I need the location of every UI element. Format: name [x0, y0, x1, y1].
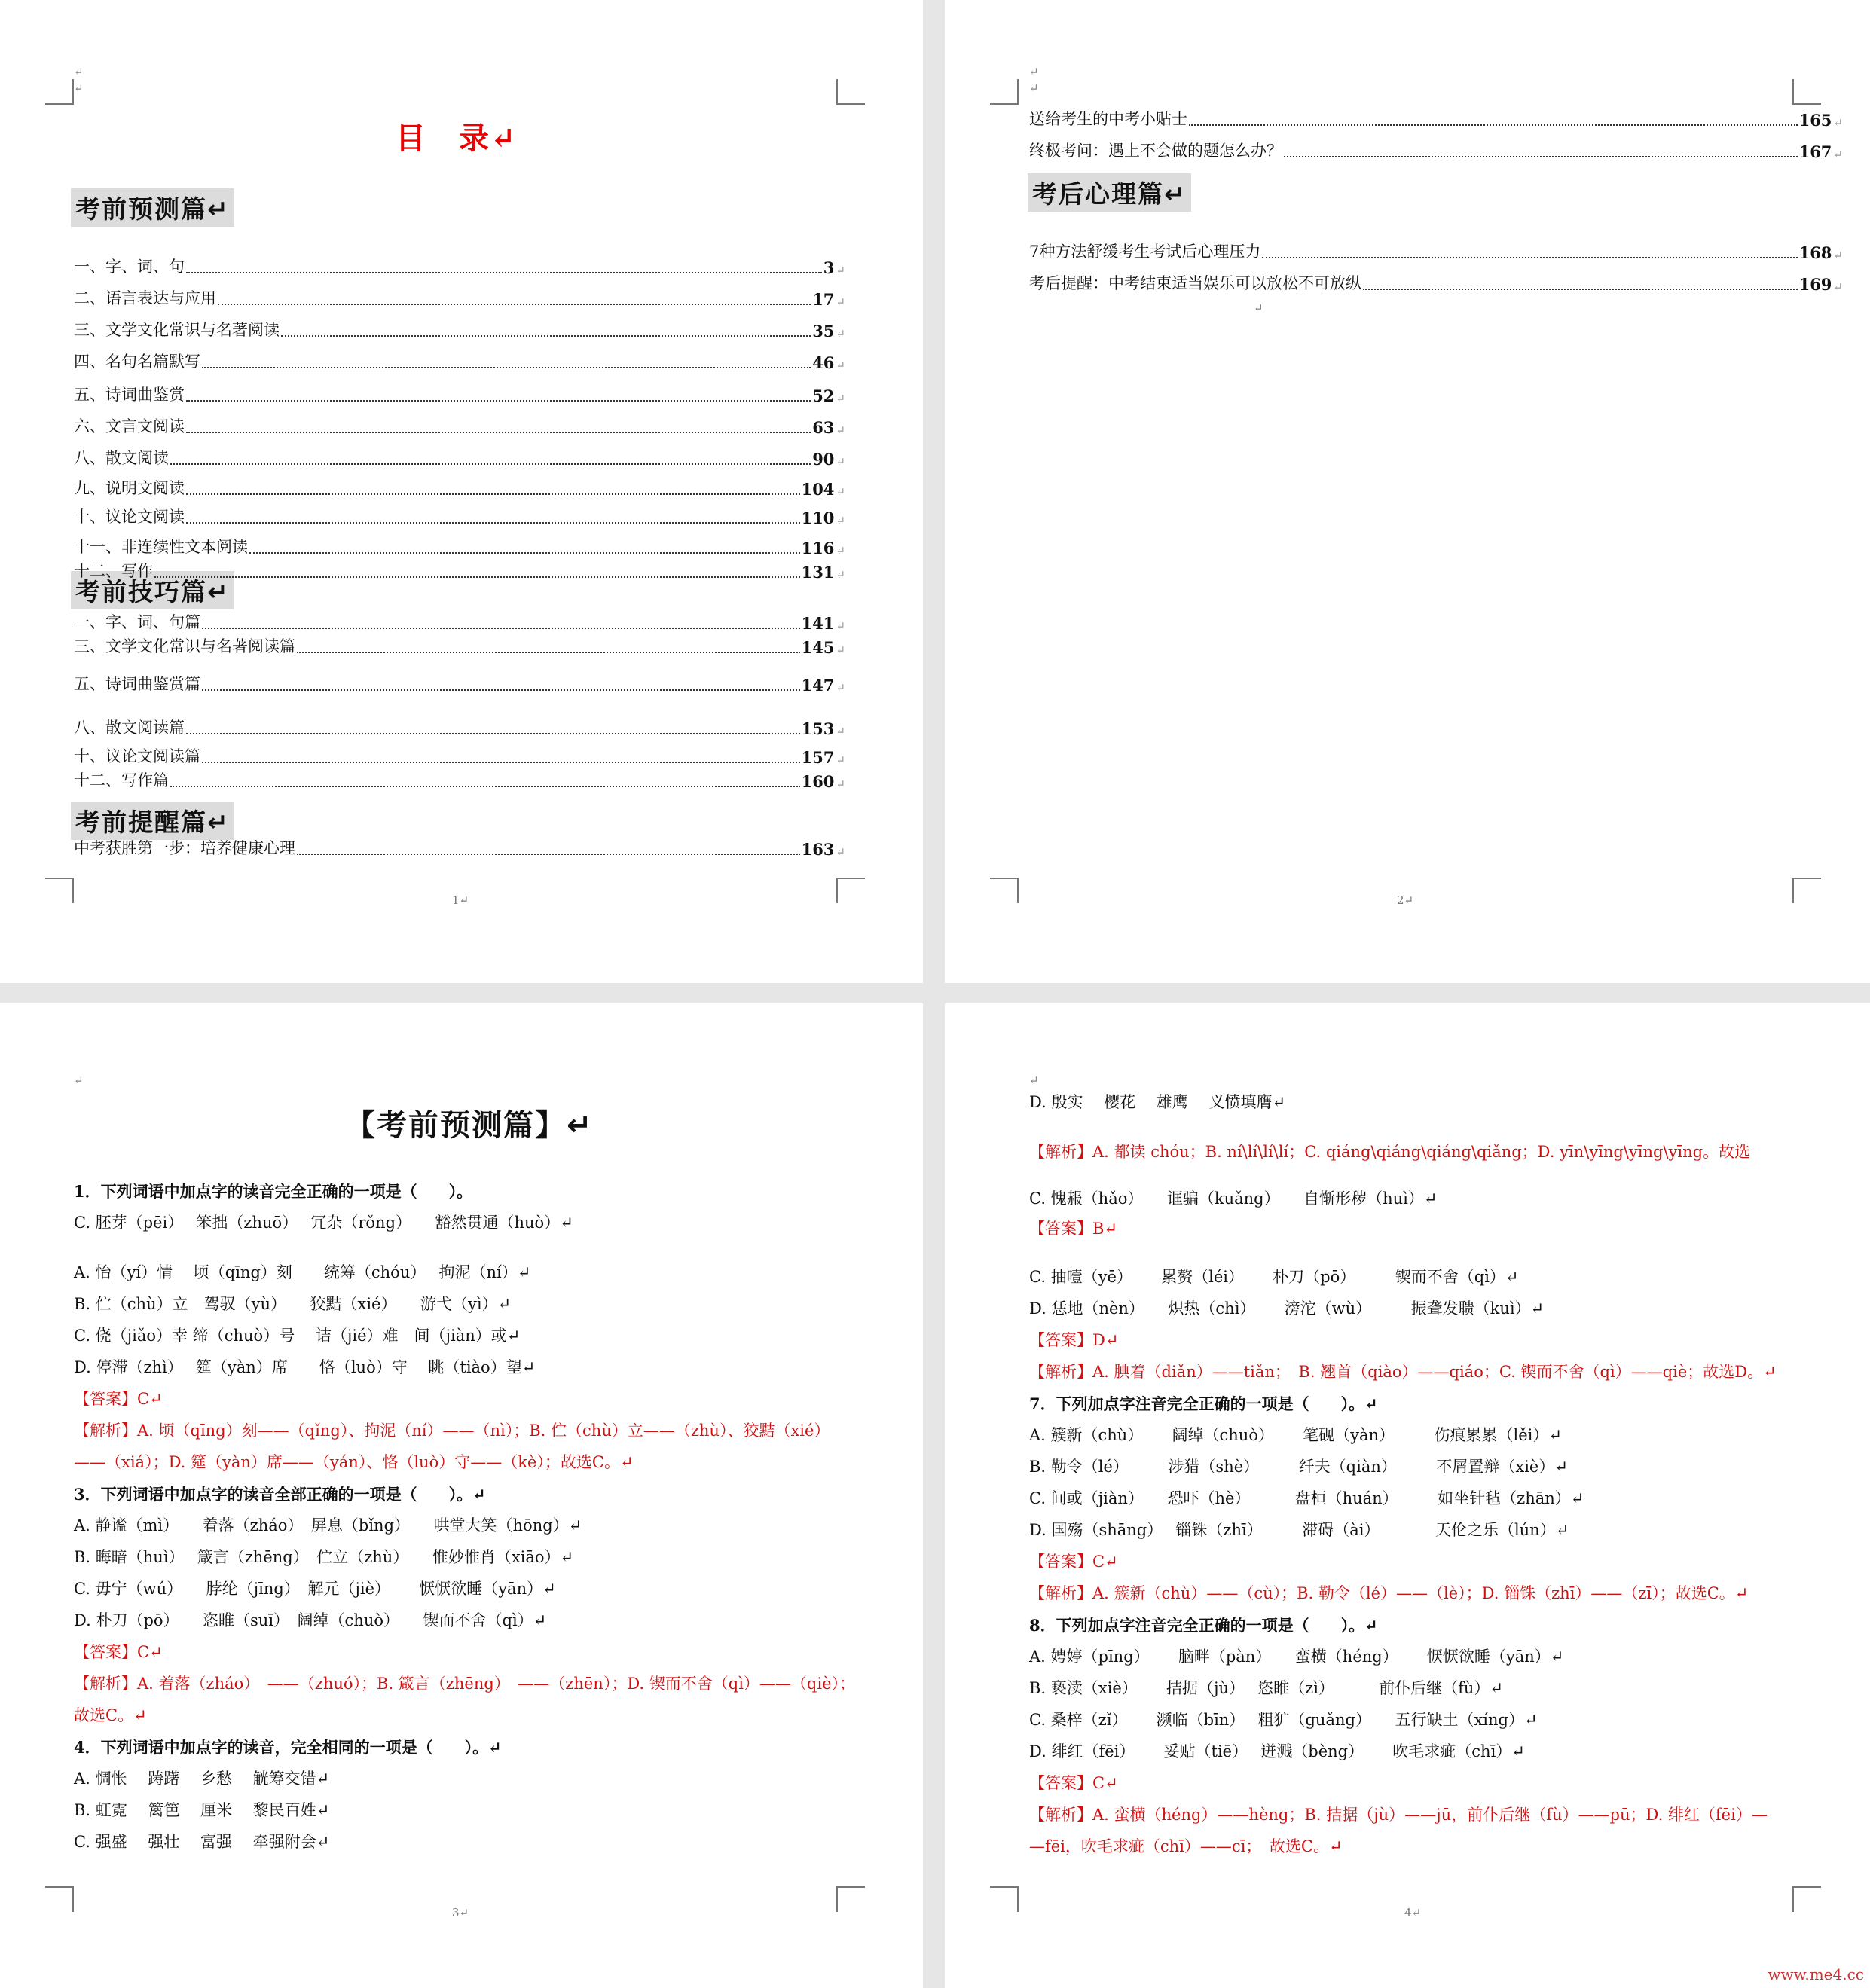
question-line: 3．下列词语中加点字的读音全部正确的一项是（ ）。↵ — [74, 1485, 486, 1504]
paragraph-mark: ↵ — [1029, 1073, 1039, 1087]
toc-page-number: 46 — [812, 353, 835, 372]
crop-mark — [836, 1886, 865, 1912]
toc-leader — [281, 335, 811, 337]
answer-line: 故选C。↵ — [74, 1706, 147, 1724]
paragraph-mark: ↵ — [836, 423, 845, 437]
toc-entry[interactable] — [74, 286, 845, 309]
paragraph-mark: ↵ — [1254, 301, 1263, 315]
question-line: 7．下列加点字注音完全正确的一项是（ ）。↵ — [1029, 1394, 1378, 1413]
toc-page-number: 157 — [801, 748, 835, 767]
page-number: 2↵ — [1397, 893, 1414, 907]
paragraph-mark: ↵ — [836, 753, 845, 767]
question-line: A. 静谧（mì） 着落（zháo） 屏息（bǐng） 哄堂大笑（hōng）↵ — [74, 1516, 582, 1535]
question-line: B. 伫（chù）立 驾驭（yù） 狡黠（xié） 游弋（yì）↵ — [74, 1295, 512, 1313]
paragraph-mark: ↵ — [74, 81, 84, 95]
paragraph-mark: ↵ — [836, 725, 845, 738]
question-line: A. 怡（yí）情 顷（qīng）刻 统筹（chóu） 拘泥（ní）↵ — [74, 1263, 531, 1281]
toc-entry[interactable] — [74, 350, 845, 372]
toc-page-number: 110 — [801, 508, 835, 527]
toc-entry-title: 一、字、词、句篇 — [74, 613, 200, 631]
paragraph-mark: ↵ — [836, 619, 845, 633]
toc-page-number: 116 — [801, 539, 835, 557]
toc-leader — [186, 432, 811, 433]
toc-entry-title: 三、文学文化常识与名著阅读篇 — [74, 637, 295, 655]
toc-entry[interactable] — [74, 768, 845, 791]
answer-line: 【解析】A. 着落（zháo） ——（zhuó）；B. 箴言（zhēng） ——（zhēn）；D. 锲而不舍（qì）——（qiè）； — [74, 1675, 856, 1693]
answer-line: 【答案】B↵ — [1029, 1220, 1118, 1238]
paragraph-mark: ↵ — [1029, 65, 1039, 78]
toc-entry-title: 一、字、词、句 — [74, 258, 185, 276]
page-number: 3↵ — [452, 1906, 469, 1919]
toc-entry[interactable]: 考后提醒：中考结束适当娱乐可以放松不可放纵 169 ↵ — [1029, 274, 1843, 294]
toc-entry-title: 五、诗词曲鉴赏 — [74, 386, 185, 404]
paragraph-mark: ↵ — [836, 544, 845, 557]
toc-leader — [202, 367, 811, 368]
question-line: D. 国殇（shāng） 锱铢（zhī） 滞碍（ài） 天伦之乐（lún）↵ — [1029, 1521, 1569, 1539]
question-line: D. 殷实 樱花 雄鹰 义愤填膺↵ — [1029, 1093, 1286, 1111]
toc-entry[interactable] — [74, 414, 845, 437]
toc-entry-title: 九、说明文阅读 — [74, 479, 185, 497]
toc-entry[interactable]: 7种方法舒缓考生考试后心理压力 168 ↵ — [1029, 243, 1843, 262]
toc-leader — [186, 493, 800, 495]
page-number: 4↵ — [1404, 1906, 1422, 1919]
toc-page-number: 52 — [812, 386, 835, 405]
toc-entry-title: 四、名句名篇默写 — [74, 353, 200, 371]
question-line: C. 桑梓（zǐ） 濒临（bīn） 粗犷（guǎng） 五行缺土（xíng）↵ — [1029, 1711, 1538, 1729]
crop-mark — [1792, 1886, 1821, 1912]
section-heading-skills: 考前技巧篇↵ — [71, 571, 234, 609]
toc-page-number: 35 — [812, 322, 835, 340]
toc-leader — [170, 463, 811, 465]
toc-page-number: 153 — [801, 719, 835, 738]
crop-mark — [1792, 878, 1821, 903]
toc-entry[interactable] — [74, 744, 845, 767]
question-line: C. 间或（jiàn） 恐吓（hè） 盘桓（huán） 如坐针毡（zhān）↵ — [1029, 1489, 1584, 1507]
crop-mark — [45, 79, 74, 105]
question-line: 1．下列词语中加点字的读音完全正确的一项是（ ）。 — [74, 1182, 473, 1201]
toc-entry-title: 十、议论文阅读篇 — [74, 747, 200, 765]
crop-mark — [45, 1886, 74, 1912]
toc-entry-title: 二、语言表达与应用 — [74, 289, 216, 307]
question-line: D. 绯红（fēi） 妥贴（tiē） 迸溅（bèng） 吹毛求疵（chī）↵ — [1029, 1742, 1525, 1760]
toc-entry-title: 八、散文阅读 — [74, 449, 169, 467]
paragraph-mark: ↵ — [836, 777, 845, 791]
toc-page-number: 141 — [801, 614, 835, 633]
toc-entry[interactable] — [74, 505, 845, 527]
question-line: 4．下列词语中加点字的读音，完全相同的一项是（ ）。↵ — [74, 1738, 502, 1757]
crop-mark — [990, 79, 1019, 105]
question-line: 8．下列加点字注音完全正确的一项是（ ）。↵ — [1029, 1616, 1378, 1635]
page-number: 1↵ — [452, 893, 469, 907]
question-line: B. 虹霓 篱笆 厘米 黎民百姓↵ — [74, 1801, 330, 1819]
toc-page-number: 131 — [801, 563, 835, 582]
question-line: C. 毋宁（wú） 脖纶（jīng） 解元（jiè） 恹恹欲睡（yān）↵ — [74, 1580, 556, 1598]
toc-title: 目 录↵ — [396, 121, 518, 156]
toc-entry-title: 八、散文阅读篇 — [74, 719, 185, 737]
crop-mark — [1792, 79, 1821, 105]
page-heading: 【考前预测篇】↵ — [345, 1108, 594, 1143]
toc-page-number: 3 — [823, 258, 835, 277]
answer-line: 【解析】A. 都读 chóu；B. ní\lí\lí\lí；C. qiáng\qiáng\qiáng\qiǎng；D. yīn\yīng\yīng\yīng。故选 — [1029, 1143, 1751, 1161]
question-line: B. 勒令（lé） 涉猎（shè） 纤夫（qiàn） 不屑置辩（xiè）↵ — [1029, 1458, 1568, 1476]
toc-page-number: 104 — [801, 480, 835, 499]
toc-leader — [202, 762, 800, 763]
question-line: A. 簇新（chù） 阔绰（chuò） 笔砚（yàn） 伤痕累累（lěi）↵ — [1029, 1426, 1562, 1444]
toc-entry-title: 十二、写作 — [74, 562, 153, 580]
crop-mark — [836, 878, 865, 903]
answer-line: 【解析】A. 簇新（chù）——（cù）；B. 勒令（lé）——（lè）；D. 锱铢（zhī）——（zī）；故选C。↵ — [1029, 1584, 1749, 1602]
answer-line: 【答案】C↵ — [1029, 1774, 1118, 1792]
section-heading-after-exam: 考后心理篇↵ — [1028, 173, 1191, 212]
toc-leader — [249, 552, 800, 554]
paragraph-mark: ↵ — [836, 845, 845, 859]
toc-leader — [202, 689, 800, 691]
toc-entry[interactable] — [74, 318, 845, 340]
document-page-4 — [945, 1003, 1870, 1988]
toc-entry[interactable] — [74, 634, 845, 657]
section-heading-reminder: 考前提醒篇↵ — [71, 802, 234, 840]
toc-leader — [186, 522, 800, 524]
crop-mark — [836, 79, 865, 105]
answer-line: 【答案】C↵ — [74, 1390, 163, 1408]
question-line: A. 娉婷（pīng） 脑畔（pàn） 蛮横（héng） 恹恹欲睡（yān）↵ — [1029, 1648, 1564, 1666]
toc-entry[interactable] — [74, 446, 845, 469]
question-line: B. 亵渎（xiè） 拮据（jù） 恣睢（zì） 前仆后继（fù）↵ — [1029, 1679, 1504, 1697]
question-line: C. 抽噎（yē） 累赘（léi） 朴刀（pō） 锲而不舍（qì）↵ — [1029, 1268, 1519, 1286]
paragraph-mark: ↵ — [836, 681, 845, 695]
paragraph-mark: ↵ — [836, 568, 845, 582]
paragraph-mark: ↵ — [836, 359, 845, 372]
answer-line: 【解析】A. 顷（qīng）刻——（qǐng）、拘泥（ní）——（nì）；B. 伫（chù）立——（zhù）、狡黠（xié） — [74, 1422, 830, 1440]
toc-page-number: 63 — [812, 418, 835, 437]
toc-entry[interactable] — [74, 383, 845, 405]
paragraph-mark: ↵ — [836, 514, 845, 527]
toc-entry[interactable] — [74, 476, 845, 499]
question-line: C. 强盛 强壮 富强 牵强附会↵ — [74, 1833, 330, 1851]
toc-entry[interactable] — [74, 836, 845, 859]
crop-mark — [45, 878, 74, 903]
toc-entry[interactable]: 送给考生的中考小贴士 165 ↵ — [1029, 110, 1843, 130]
toc-page-number: 17 — [812, 290, 835, 309]
toc-leader — [170, 786, 800, 787]
crop-mark — [990, 878, 1019, 903]
toc-leader — [186, 272, 822, 273]
toc-page-number: 160 — [801, 772, 835, 791]
toc-page-number: 145 — [801, 638, 835, 657]
paragraph-mark: ↵ — [836, 392, 845, 405]
toc-entry[interactable]: 终极考问：遇上不会做的题怎么办？ 167 ↵ — [1029, 142, 1843, 161]
paragraph-mark: ↵ — [836, 327, 845, 340]
paragraph-mark: ↵ — [836, 264, 845, 277]
paragraph-mark: ↵ — [836, 455, 845, 469]
answer-line: 【答案】C↵ — [1029, 1553, 1118, 1571]
toc-entry[interactable] — [74, 255, 845, 277]
toc-entry[interactable] — [74, 672, 845, 695]
question-line: C. 侥（jiǎo）幸 缔（chuò）号 诘（jié）难 间（jiàn）或↵ — [74, 1327, 521, 1345]
toc-page-number: 147 — [801, 676, 835, 695]
answer-line: 【答案】C↵ — [74, 1643, 163, 1661]
toc-leader — [186, 733, 800, 734]
toc-entry-title: 三、文学文化常识与名著阅读 — [74, 321, 280, 339]
question-line: C. 胚芽（pēi） 笨拙（zhuō） 冗杂（rǒng） 豁然贯通（huò）↵ — [74, 1214, 573, 1232]
paragraph-mark: ↵ — [836, 295, 845, 309]
question-line: D. 恁地（nèn） 炽热（chì） 滂沱（wù） 振聋发聩（kuì）↵ — [1029, 1299, 1545, 1318]
paragraph-mark: ↵ — [836, 643, 845, 657]
toc-entry[interactable] — [74, 535, 845, 557]
question-line: B. 晦暗（huì） 箴言（zhēng） 伫立（zhù） 惟妙惟肖（xiāo）↵ — [74, 1548, 574, 1566]
toc-leader — [297, 854, 800, 855]
toc-entry-title: 十一、非连续性文本阅读 — [74, 538, 248, 556]
document-page-2 — [945, 0, 1870, 983]
toc-leader — [186, 400, 811, 402]
question-line: A. 惆怅 踌躇 乡愁 觥筹交错↵ — [74, 1770, 330, 1788]
answer-line: ——（xiá）；D. 筵（yàn）席——（yán）、恪（luò）守——（kè）；故选C。↵ — [74, 1453, 634, 1471]
answer-line: 【解析】A. 腆着（diǎn）——tiǎn； B. 翘首（qiào）——qiáo；C. 锲而不舍（qì）——qiè；故选D。↵ — [1029, 1363, 1777, 1381]
question-line: C. 愧赧（hǎo） 诓骗（kuǎng） 自惭形秽（huì）↵ — [1029, 1189, 1438, 1208]
toc-leader — [297, 652, 800, 653]
document-page-1 — [0, 0, 923, 983]
toc-entry-title: 五、诗词曲鉴赏篇 — [74, 675, 200, 693]
paragraph-mark: ↵ — [74, 1073, 84, 1087]
toc-leader — [154, 576, 800, 578]
section-heading-forecast: 考前预测篇↵ — [71, 188, 234, 227]
toc-page-number: 90 — [812, 450, 835, 469]
question-line: D. 朴刀（pō） 恣睢（suī） 阔绰（chuò） 锲而不舍（qì）↵ — [74, 1611, 547, 1629]
answer-line: —fēi，吹毛求疵（chī）——cī； 故选C。↵ — [1029, 1837, 1343, 1855]
paragraph-mark: ↵ — [74, 65, 84, 78]
toc-entry[interactable] — [74, 559, 845, 582]
paragraph-mark: ↵ — [836, 485, 845, 499]
toc-entry-title: 十、议论文阅读 — [74, 508, 185, 526]
toc-entry[interactable] — [74, 716, 845, 738]
toc-leader — [218, 304, 811, 305]
toc-entry[interactable] — [74, 610, 845, 633]
toc-entry-title: 十二、写作篇 — [74, 771, 169, 789]
toc-page-number: 163 — [801, 840, 835, 859]
question-line: D. 停滞（zhì） 筵（yàn）席 恪（luò）守 眺（tiào）望↵ — [74, 1358, 536, 1376]
toc-entry-title: 中考获胜第一步：培养健康心理 — [74, 839, 295, 857]
document-page-3 — [0, 1003, 923, 1988]
paragraph-mark: ↵ — [1029, 81, 1039, 95]
toc-leader — [202, 628, 800, 629]
site-watermark: www.me4.cc — [1768, 1965, 1864, 1983]
toc-entry-title: 六、文言文阅读 — [74, 417, 185, 435]
answer-line: 【答案】D↵ — [1029, 1331, 1119, 1349]
crop-mark — [990, 1886, 1019, 1912]
answer-line: 【解析】A. 蛮横（héng）——hèng；B. 拮据（jù）——jū，前仆后继（fù）——pū；D. 绯红（fēi）— — [1029, 1806, 1768, 1824]
